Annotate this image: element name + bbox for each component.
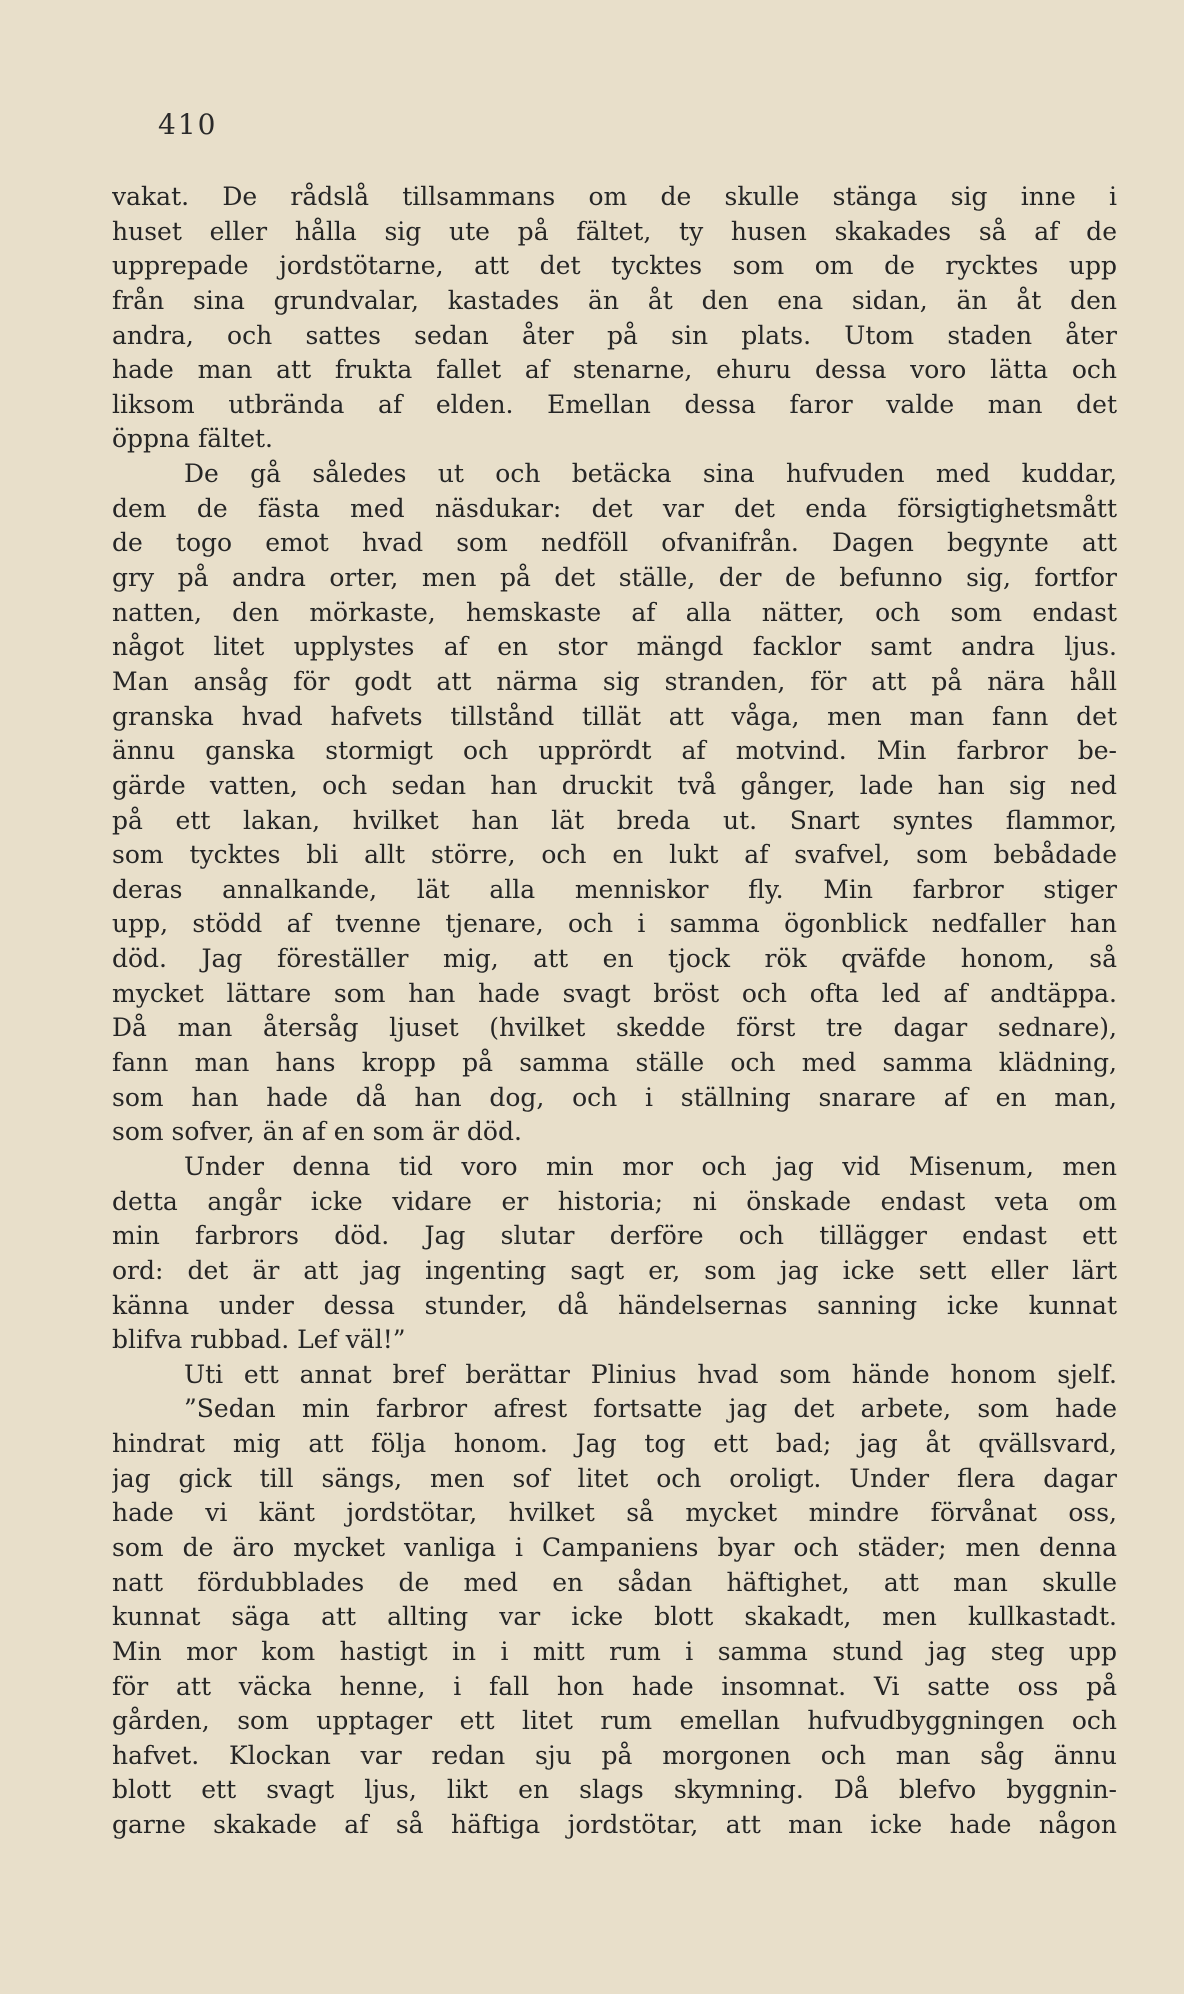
text-line: något litet upplystes af en stor mängd facklor samt andra ljus. — [112, 632, 1117, 662]
text-line: för att väcka henne, i fall hon hade insomnat. Vi satte oss på — [112, 1671, 1117, 1701]
text-line: upprepade jordstötarne, att det tycktes som om de rycktes upp — [112, 251, 1117, 281]
text-line: Då man återsåg ljuset (hvilket skedde först tre dagar sednare), — [112, 1013, 1117, 1043]
text-line: gärde vatten, och sedan han druckit två gånger, lade han sig ned — [112, 770, 1117, 800]
text-line: blifva rubbad. Lef väl!” — [112, 1325, 406, 1355]
text-line: andra, och sattes sedan åter på sin plats. Utom staden åter — [112, 320, 1117, 350]
text-line: från sina grundvalar, kastades än åt den ena sidan, än åt den — [112, 285, 1117, 315]
text-line: upp, stödd af tvenne tjenare, och i samma ögonblick nedfaller han — [112, 909, 1117, 939]
text-line: natt fördubblades de med en sådan häftighet, att man skulle — [112, 1567, 1117, 1597]
text-line: detta angår icke vidare er historia; ni önskade endast veta om — [112, 1186, 1117, 1216]
text-line: hade man att frukta fallet af stenarne, ehuru dessa voro lätta och — [112, 355, 1117, 385]
text-line: som han hade då han dog, och i ställning snarare af en man, — [112, 1082, 1117, 1112]
text-line: deras annalkande, lät alla menniskor fly. Min farbror stiger — [112, 874, 1117, 904]
text-line: mycket lättare som han hade svagt bröst och ofta led af andtäppa. — [112, 978, 1117, 1008]
text-line: gry på andra orter, men på det ställe, der de befunno sig, fortfor — [112, 563, 1117, 593]
text-line: som de äro mycket vanliga i Campaniens byar och städer; men denna — [112, 1532, 1117, 1562]
text-line: De gå således ut och betäcka sina hufvuden med kuddar, — [184, 459, 1117, 489]
text-line: ord: det är att jag ingenting sagt er, som jag icke sett eller lärt — [112, 1255, 1117, 1285]
text-line: som tycktes bli allt större, och en lukt af svafvel, som bebådade — [112, 840, 1117, 870]
text-line: öppna fältet. — [112, 424, 273, 454]
text-line: de togo emot hvad som nedföll ofvanifrån. Dagen begynte att — [112, 528, 1117, 558]
text-line: liksom utbrända af elden. Emellan dessa faror valde man det — [112, 389, 1117, 419]
text-line: känna under dessa stunder, då händelsernas sanning icke kunnat — [112, 1290, 1117, 1320]
text-line: garne skakade af så häftiga jordstötar, att man icke hade någon — [112, 1810, 1117, 1840]
text-line: min farbrors död. Jag slutar derföre och tillägger endast ett — [112, 1221, 1117, 1251]
text-line: död. Jag föreställer mig, att en tjock rök qväfde honom, så — [112, 944, 1117, 974]
text-line: Under denna tid voro min mor och jag vid Misenum, men — [184, 1151, 1117, 1181]
text-line: kunnat säga att allting var icke blott skakadt, men kullkastadt. — [112, 1602, 1117, 1632]
text-line: dem de fästa med näsdukar: det var det enda försigtighetsmått — [112, 493, 1117, 523]
text-line: jag gick till sängs, men sof litet och oroligt. Under flera dagar — [112, 1463, 1117, 1493]
text-line: huset eller hålla sig ute på fältet, ty husen skakades så af de — [112, 216, 1117, 246]
text-line: hafvet. Klockan var redan sju på morgonen och man såg ännu — [112, 1740, 1117, 1770]
text-line: hade vi känt jordstötar, hvilket så mycket mindre förvånat oss, — [112, 1498, 1117, 1528]
text-line: ännu ganska stormigt och upprördt af motvind. Min farbror be- — [112, 736, 1117, 766]
text-line: hindrat mig att följa honom. Jag tog ett bad; jag åt qvällsvard, — [112, 1429, 1117, 1459]
body-text — [112, 180, 1117, 1843]
text-line: blott ett svagt ljus, likt en slags skymning. Då blefvo byggnin- — [112, 1775, 1117, 1805]
text-line: Man ansåg för godt att närma sig stranden, för att på nära håll — [112, 666, 1117, 696]
text-line: Uti ett annat bref berättar Plinius hvad som hände honom sjelf. — [184, 1359, 1117, 1389]
text-line: vakat. De rådslå tillsammans om de skulle stänga sig inne i — [112, 182, 1117, 211]
text-line: gården, som upptager ett litet rum emellan hufvudbyggningen och — [112, 1706, 1117, 1736]
text-line: fann man hans kropp på samma ställe och med samma klädning, — [112, 1048, 1117, 1078]
page-number: 410 — [158, 108, 218, 141]
text-line: natten, den mörkaste, hemskaste af alla nätter, och som endast — [112, 597, 1117, 627]
text-line: Min mor kom hastigt in i mitt rum i samma stund jag steg upp — [112, 1636, 1117, 1666]
text-line: ”Sedan min farbror afrest fortsatte jag det arbete, som hade — [184, 1394, 1117, 1424]
text-line: på ett lakan, hvilket han lät breda ut. Snart syntes flammor, — [112, 805, 1117, 835]
text-line: som sofver, än af en som är död. — [112, 1117, 522, 1147]
text-line: granska hvad hafvets tillstånd tillät att våga, men man fann det — [112, 701, 1117, 731]
